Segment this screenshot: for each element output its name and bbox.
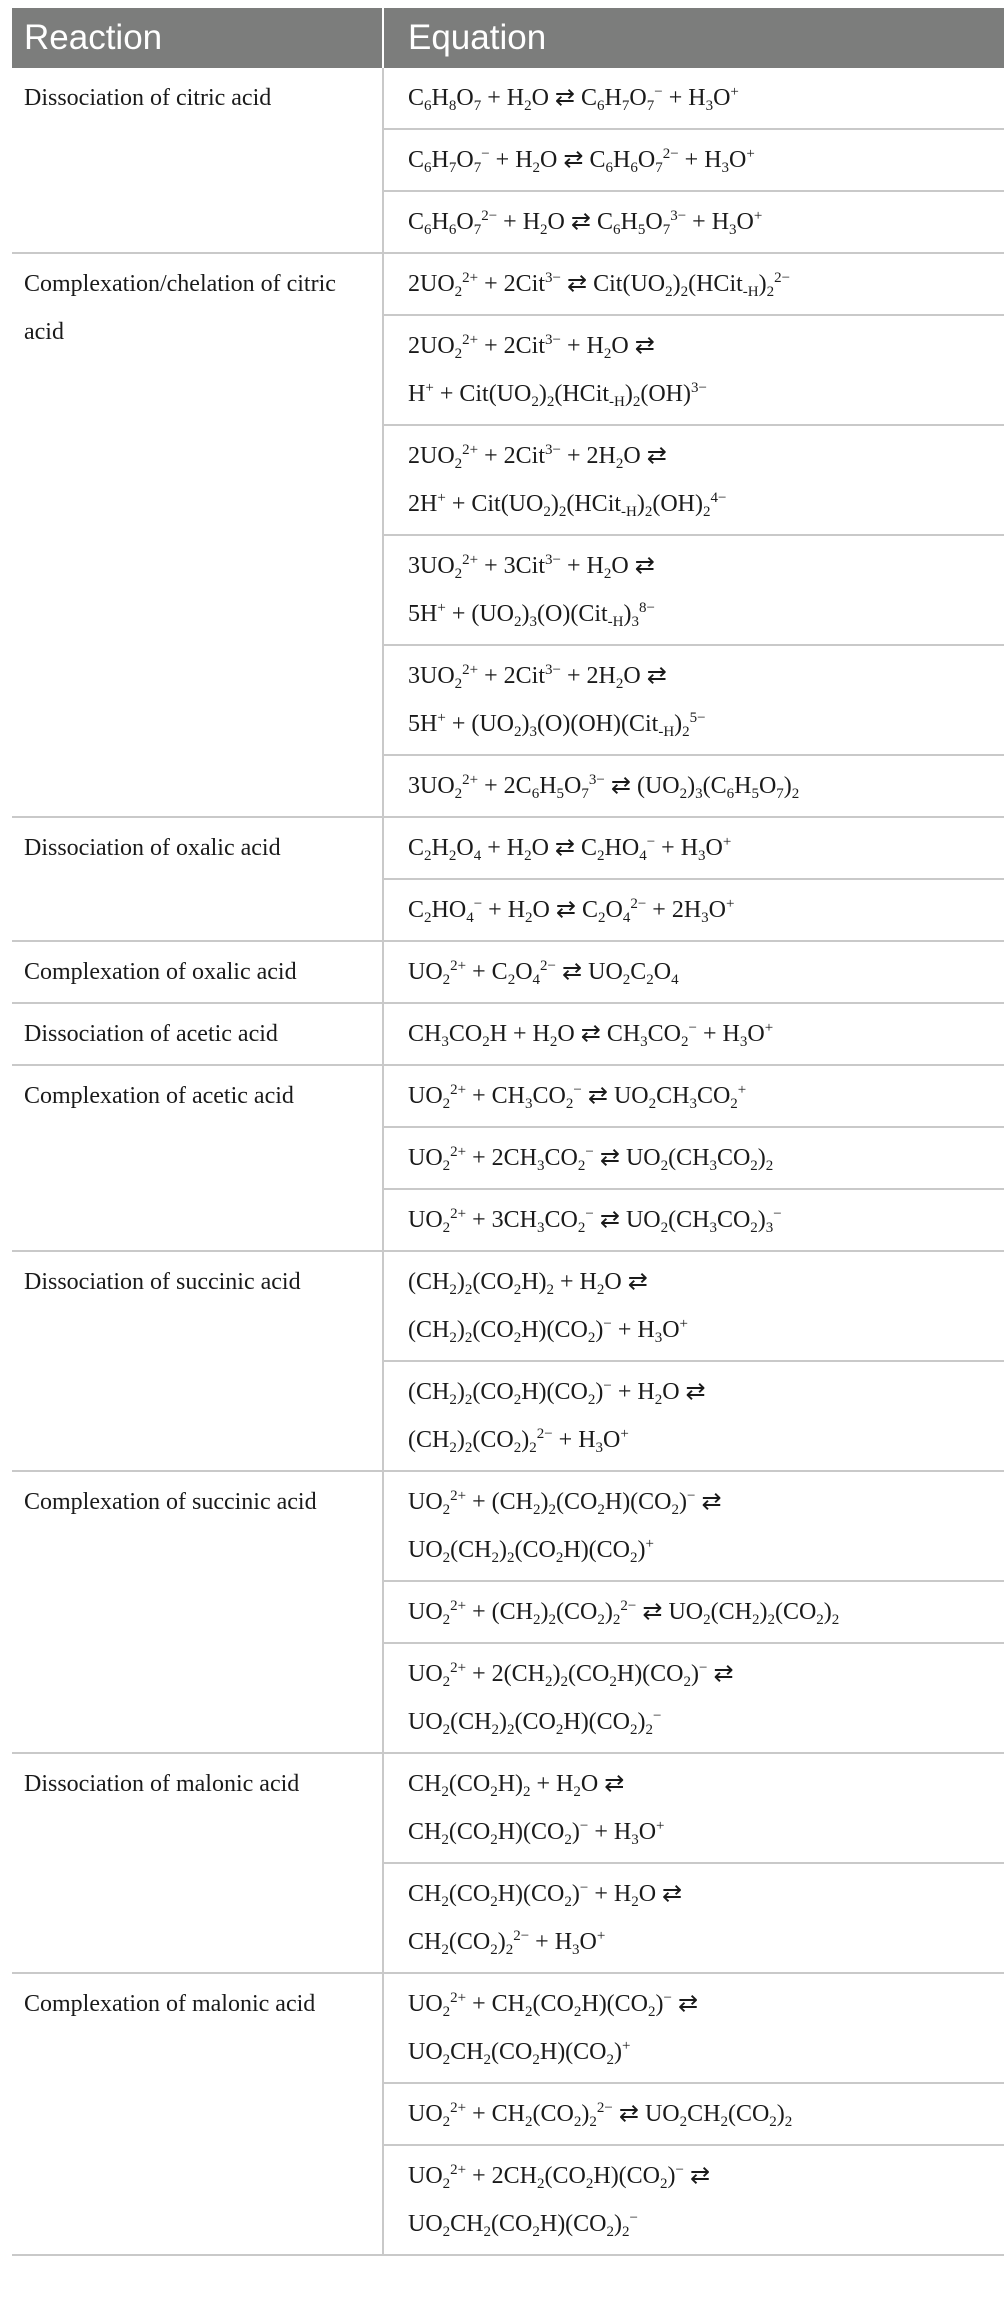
equation-cell: $UO_2^{2+} + CH_3CO_2^-$ ⇄ $UO_2CH_3CO_2^+$ <box>383 1065 1004 1127</box>
reaction-cell: Dissociation of acetic acid <box>12 1003 383 1065</box>
equation-cell: $C_2H_2O_4 + H_2O$ ⇄ $C_2HO_4^- + H_3O^+$ <box>383 817 1004 879</box>
equation-cell: $UO_2^{2+} + CH_2(CO_2)_2^{2-}$ ⇄ $UO_2CH_2(CO_2)_2$ <box>383 2083 1004 2145</box>
table-row <box>12 1471 1004 1581</box>
table-row <box>12 941 1004 1003</box>
column-header-reaction: Reaction <box>12 8 383 68</box>
equation-cell: $2UO_2^{2+} + 2Cit^{3-} + H_2O$ ⇄ $H^+ + Cit(UO_2)_2(HCit_{-H})_2(OH)^{3-}$ <box>383 315 1004 425</box>
equation-cell: $CH_2(CO_2H)_2 + H_2O$ ⇄ $CH_2(CO_2H)(CO_2)^- + H_3O^+$ <box>383 1753 1004 1863</box>
table-body <box>12 68 1004 2255</box>
table-row <box>12 68 1004 129</box>
equation-cell: $UO_2^{2+} + C_2O_4^{2-}$ ⇄ $UO_2C_2O_4$ <box>383 941 1004 1003</box>
equation-cell: $UO_2^{2+} + CH_2(CO_2H)(CO_2)^-$ ⇄ $UO_2CH_2(CO_2H)(CO_2)^+$ <box>383 1973 1004 2083</box>
equation-cell: $UO_2^{2+} + 2(CH_2)_2(CO_2H)(CO_2)^-$ ⇄ $UO_2(CH_2)_2(CO_2H)(CO_2)_2^-$ <box>383 1643 1004 1753</box>
column-header-equation: Equation <box>383 8 1004 68</box>
equation-cell: $UO_2^{2+} + 3CH_3CO_2^-$ ⇄ $UO_2(CH_3CO_2)_3^-$ <box>383 1189 1004 1251</box>
reaction-cell: Complexation/chelation of citric acid <box>12 253 383 817</box>
equation-cell: $UO_2^{2+} + 2CH_3CO_2^-$ ⇄ $UO_2(CH_3CO_2)_2$ <box>383 1127 1004 1189</box>
table-row <box>12 817 1004 879</box>
reaction-cell: Dissociation of malonic acid <box>12 1753 383 1973</box>
table-row <box>12 1753 1004 1863</box>
equation-cell: $C_6H_6O_7^{2-} + H_2O$ ⇄ $C_6H_5O_7^{3-} + H_3O^+$ <box>383 191 1004 253</box>
reaction-cell: Complexation of malonic acid <box>12 1973 383 2255</box>
equation-cell: $3UO_2^{2+} + 2Cit^{3-} + 2H_2O$ ⇄ $5H^+ + (UO_2)_3(O)(OH)(Cit_{-H})_2^{5-}$ <box>383 645 1004 755</box>
equation-cell: $3UO_2^{2+} + 3Cit^{3-} + H_2O$ ⇄ $5H^+ + (UO_2)_3(O)(Cit_{-H})_3^{8-}$ <box>383 535 1004 645</box>
reaction-cell: Dissociation of succinic acid <box>12 1251 383 1471</box>
equation-cell: $UO_2^{2+} + 2CH_2(CO_2H)(CO_2)^-$ ⇄ $UO_2CH_2(CO_2H)(CO_2)_2^-$ <box>383 2145 1004 2255</box>
equation-cell: $CH_3CO_2H + H_2O$ ⇄ $CH_3CO_2^- + H_3O^+$ <box>383 1003 1004 1065</box>
reaction-cell: Dissociation of oxalic acid <box>12 817 383 941</box>
equation-cell: $CH_2(CO_2H)(CO_2)^- + H_2O$ ⇄ $CH_2(CO_2)_2^{2-} + H_3O^+$ <box>383 1863 1004 1973</box>
equation-cell: $C_2HO_4^- + H_2O$ ⇄ $C_2O_4^{2-} + 2H_3O^+$ <box>383 879 1004 941</box>
reaction-cell: Complexation of acetic acid <box>12 1065 383 1251</box>
reaction-cell: Complexation of oxalic acid <box>12 941 383 1003</box>
equation-cell: $UO_2^{2+} + (CH_2)_2(CO_2H)(CO_2)^-$ ⇄ $UO_2(CH_2)_2(CO_2H)(CO_2)^+$ <box>383 1471 1004 1581</box>
table-row <box>12 1973 1004 2083</box>
equation-cell: $(CH_2)_2(CO_2H)(CO_2)^- + H_2O$ ⇄ $(CH_2)_2(CO_2)_2^{2-} + H_3O^+$ <box>383 1361 1004 1471</box>
table-row <box>12 1003 1004 1065</box>
equation-cell: $2UO_2^{2+} + 2Cit^{3-}$ ⇄ $Cit(UO_2)_2(HCit_{-H})_2^{2-}$ <box>383 253 1004 315</box>
equation-cell: $(CH_2)_2(CO_2H)_2 + H_2O$ ⇄ $(CH_2)_2(CO_2H)(CO_2)^- + H_3O^+$ <box>383 1251 1004 1361</box>
reaction-equation-table <box>12 8 1004 2256</box>
table-row <box>12 253 1004 315</box>
reaction-cell: Dissociation of citric acid <box>12 68 383 253</box>
table-header-row <box>12 8 1004 68</box>
equation-cell: $2UO_2^{2+} + 2Cit^{3-} + 2H_2O$ ⇄ $2H^+ + Cit(UO_2)_2(HCit_{-H})_2(OH)_2^{4-}$ <box>383 425 1004 535</box>
reaction-cell: Complexation of succinic acid <box>12 1471 383 1753</box>
equation-cell: $UO_2^{2+} + (CH_2)_2(CO_2)_2^{2-}$ ⇄ $UO_2(CH_2)_2(CO_2)_2$ <box>383 1581 1004 1643</box>
table-row <box>12 1065 1004 1127</box>
equation-cell: $3UO_2^{2+} + 2C_6H_5O_7^{3-}$ ⇄ $(UO_2)_3(C_6H_5O_7)_2$ <box>383 755 1004 817</box>
table-row <box>12 1251 1004 1361</box>
equation-cell: $C_6H_7O_7^- + H_2O$ ⇄ $C_6H_6O_7^{2-} + H_3O^+$ <box>383 129 1004 191</box>
equation-cell: $C_6H_8O_7 + H_2O$ ⇄ $C_6H_7O_7^- + H_3O^+$ <box>383 68 1004 129</box>
